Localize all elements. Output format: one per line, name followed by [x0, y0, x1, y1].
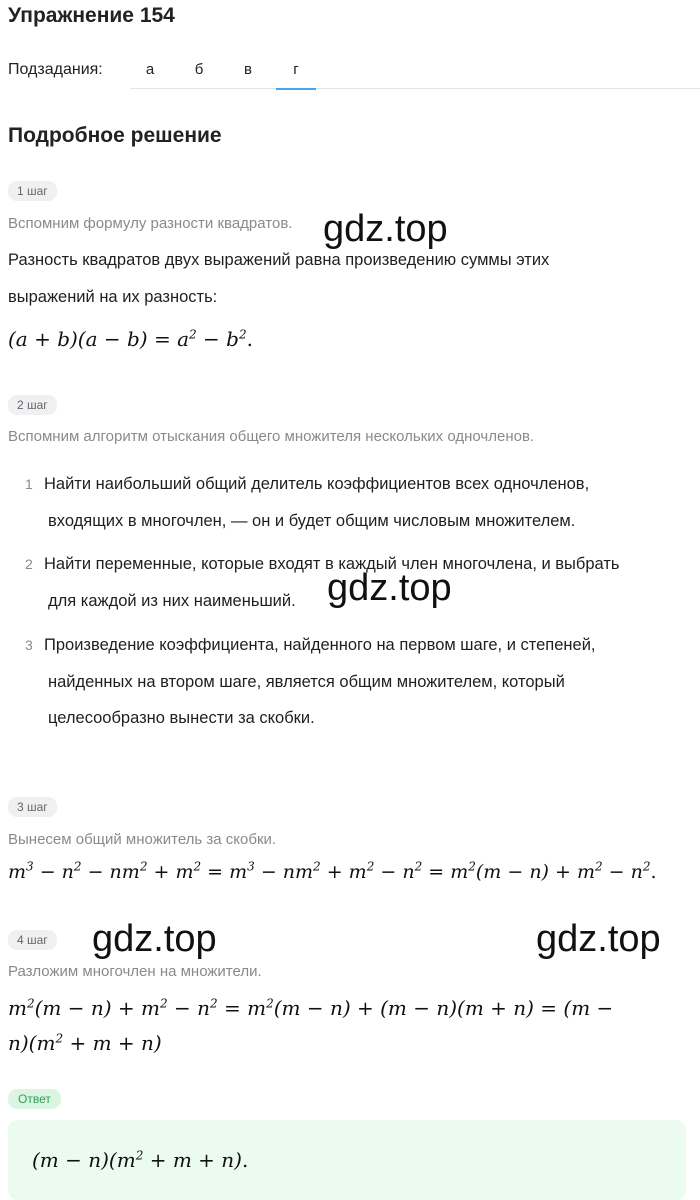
list-item-3-line1: Произведение коэффициента, найденного на первом шаге, и степеней,	[44, 636, 596, 654]
active-tab-indicator	[276, 88, 316, 90]
step-1-text-line1: Разность квадратов двух выражений равна произведению суммы этих	[8, 251, 550, 269]
step-3-intro: Вынесем общий множитель за скобки.	[8, 831, 277, 848]
answer-badge: Ответ	[8, 1089, 61, 1109]
formula-step-4-line2: $n)(m^2 + m + n)$	[8, 1031, 162, 1055]
tabs-divider	[130, 88, 700, 89]
tab-g-active[interactable]	[276, 61, 316, 78]
subtasks-label: Подзадания:	[8, 61, 103, 78]
formula-step-3: $m^3 - n^2 - nm^2 + m^2 = m^3 - nm^2 + m^2 - n^2 = m^2(m - n) + m^2 - n^2$.	[8, 859, 657, 883]
answer-box	[8, 1120, 686, 1200]
list-item-3-line2: найденных на втором шаге, является общим множителем, который	[48, 673, 565, 691]
list-item-1-line1: Найти наибольший общий делитель коэффициентов всех одночленов,	[44, 475, 590, 493]
answer-formula: $(m - n)(m^2 + m + n)$.	[32, 1148, 249, 1172]
formula-step-4-line1: $m^2(m - n) + m^2 - n^2 = m^2(m - n) + (m - n)(m + n) = (m$ −	[8, 996, 614, 1020]
tab-a[interactable]: а	[145, 61, 155, 78]
formula-diff-squares: $(a + b)(a - b) = a^2 - b^2$.	[8, 327, 253, 351]
step-3-badge: 3 шаг	[8, 797, 57, 817]
step-1-text-line2: выражений на их разность:	[8, 288, 218, 306]
step-4-badge: 4 шаг	[8, 930, 57, 950]
section-title: Подробное решение	[8, 124, 222, 147]
step-1-intro: Вспомним формулу разности квадратов.	[8, 215, 293, 232]
watermark: gdz.top	[323, 208, 448, 250]
tab-g-label: г	[293, 61, 299, 78]
list-item-3-number: 3	[25, 637, 33, 653]
tab-b[interactable]: б	[194, 61, 204, 78]
step-2-badge: 2 шаг	[8, 395, 57, 415]
watermark: gdz.top	[536, 918, 661, 960]
tab-v[interactable]: в	[244, 61, 252, 78]
watermark: gdz.top	[92, 918, 217, 960]
list-item-1-line2: входящих в многочлен, — он и будет общим числовым множителем.	[48, 512, 576, 530]
watermark: gdz.top	[327, 567, 452, 609]
list-item-2-line1: Найти переменные, которые входят в каждый член многочлена, и выбрать	[44, 555, 620, 573]
list-item-2-line2: для каждой из них наименьший.	[48, 592, 296, 610]
step-2-intro: Вспомним алгоритм отыскания общего множителя нескольких одночленов.	[8, 428, 535, 445]
list-item-2-number: 2	[25, 556, 33, 572]
list-item-3-line3: целесообразно вынести за скобки.	[48, 709, 315, 727]
list-item-1-number: 1	[25, 476, 33, 492]
step-1-badge: 1 шаг	[8, 181, 57, 201]
step-4-intro: Разложим многочлен на множители.	[8, 963, 262, 980]
page-title: Упражнение 154	[8, 4, 175, 27]
